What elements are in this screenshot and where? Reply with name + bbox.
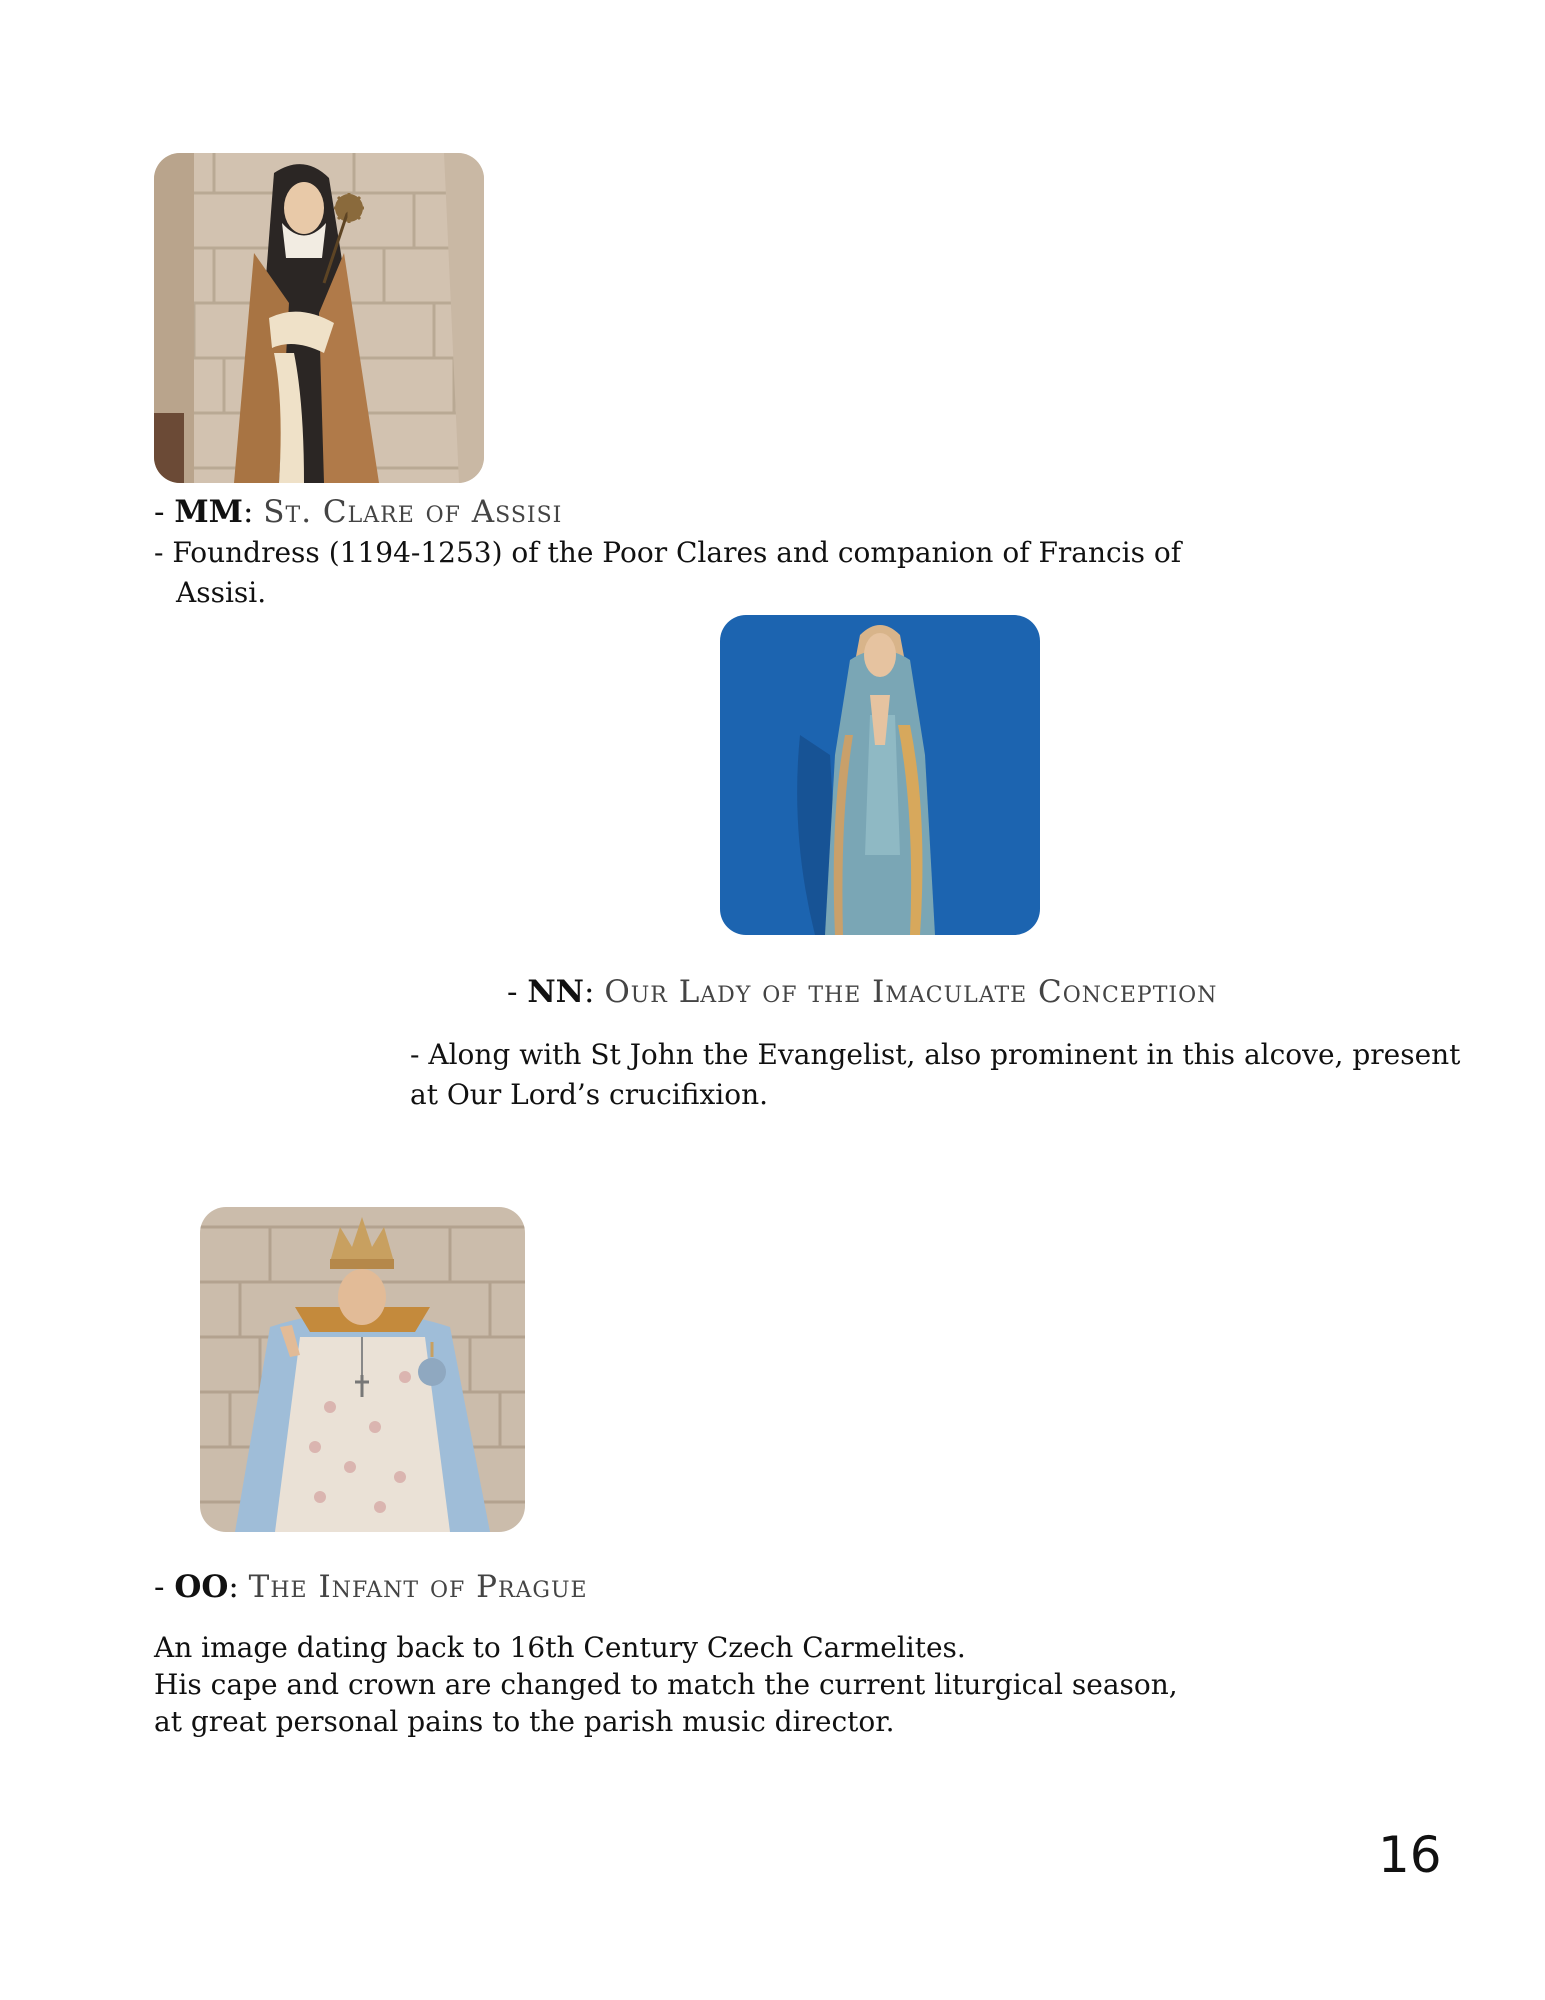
- description-line: Assisi.: [176, 576, 267, 609]
- description-line: - Foundress (1194-1253) of the Poor Clares and companion of Francis of: [154, 536, 1182, 569]
- entry-description-oo: [154, 1629, 1178, 1740]
- entry-dash: -: [154, 1569, 175, 1605]
- entry-colon: :: [584, 974, 605, 1010]
- entry-dash: -: [154, 494, 175, 530]
- entry-dash: -: [507, 974, 528, 1010]
- entry-heading-mm: [154, 492, 562, 532]
- entry-title: St. Clare of Assisi: [263, 494, 563, 530]
- entry-description-mm: [154, 533, 1181, 613]
- infant-of-prague-photo: [200, 1207, 525, 1532]
- our-lady-photo: [720, 615, 1040, 935]
- entry-heading-oo: [154, 1567, 588, 1607]
- entry-colon: :: [228, 1569, 249, 1605]
- page-number: 16: [1378, 1826, 1442, 1884]
- st-clare-photo: [154, 153, 484, 483]
- description-line: at Our Lord’s crucifixion.: [410, 1078, 768, 1111]
- description-line: - Along with St John the Evangelist, also prominent in this alcove, present: [410, 1038, 1461, 1071]
- entry-colon: :: [242, 494, 264, 530]
- description-line: at great personal pains to the parish music director.: [154, 1705, 895, 1738]
- entry-code: OO: [174, 1569, 229, 1605]
- entry-code: NN: [527, 974, 585, 1010]
- entry-title: Our Lady of the Imaculate Conception: [604, 974, 1218, 1010]
- description-line: His cape and crown are changed to match the current liturgical season,: [154, 1668, 1178, 1701]
- entry-title: The Infant of Prague: [248, 1569, 588, 1605]
- entry-description-nn: [410, 1035, 1460, 1115]
- entry-code: MM: [174, 494, 243, 530]
- entry-heading-nn: [507, 972, 1217, 1012]
- description-line: An image dating back to 16th Century Czech Carmelites.: [154, 1631, 966, 1664]
